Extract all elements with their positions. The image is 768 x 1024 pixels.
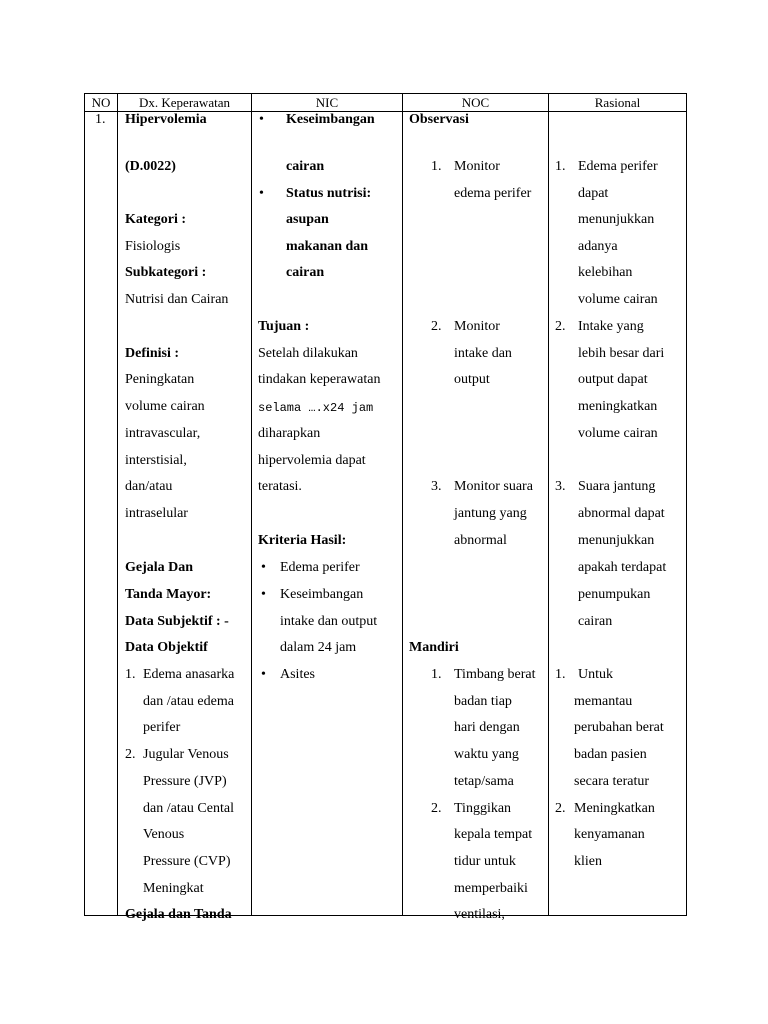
kriteria-item: Asites <box>280 667 315 682</box>
bullet: • <box>259 186 264 201</box>
list-item-number: 1. <box>431 159 442 174</box>
list-item: ventilasi, <box>454 907 505 922</box>
header-nic: NIC <box>252 94 403 112</box>
observasi-label: Observasi <box>409 112 469 127</box>
kategori-value: Fisiologis <box>125 239 181 254</box>
list-item: Untuk <box>578 667 613 682</box>
definisi-label: Definisi : <box>125 346 180 361</box>
cell-dx <box>118 112 252 922</box>
list-item: Meningkatkan <box>574 801 655 816</box>
list-item-number: 1. <box>555 159 566 174</box>
list-item: cairan <box>578 614 613 629</box>
list-item: klien <box>574 854 602 869</box>
mandiri-label: Mandiri <box>409 640 459 655</box>
list-item: Intake yang <box>578 319 644 334</box>
list-item: Pressure (CVP) <box>143 854 231 869</box>
gejala-footer: Gejala dan Tanda <box>125 907 232 922</box>
list-item-number: 2. <box>555 319 566 334</box>
tujuan-line: diharapkan <box>258 426 321 441</box>
header-dx: Dx. Keperawatan <box>118 94 252 112</box>
list-item: Edema anasarka <box>143 667 235 682</box>
tujuan-line: teratasi. <box>258 479 302 494</box>
dx-code: (D.0022) <box>125 159 176 174</box>
dx-title: Hipervolemia <box>125 112 207 127</box>
list-item: dan /atau edema <box>143 694 234 709</box>
list-item: penumpukan <box>578 587 651 602</box>
list-item: waktu yang <box>454 747 519 762</box>
row-number: 1. <box>95 112 106 127</box>
table-row <box>85 112 687 916</box>
list-item: dapat <box>578 186 609 201</box>
nic-outcome: Status nutrisi: <box>286 186 372 201</box>
list-item-number: 1. <box>125 667 136 682</box>
list-item: Meningkat <box>143 881 204 896</box>
list-item-number: 2. <box>125 747 136 762</box>
list-item: badan pasien <box>574 747 647 762</box>
cell-noc <box>403 112 549 922</box>
list-item: tetap/sama <box>454 774 514 789</box>
kriteria-item: Edema perifer <box>280 560 360 575</box>
list-item: abnormal <box>454 533 507 548</box>
list-item: adanya <box>578 239 618 254</box>
list-item: meningkatkan <box>578 399 658 414</box>
list-item: Edema perifer <box>578 159 658 174</box>
header-rasional: Rasional <box>549 94 687 112</box>
list-item: edema perifer <box>454 186 532 201</box>
list-item: memperbaiki <box>454 881 528 896</box>
definisi-line: intravascular, <box>125 426 201 441</box>
list-item: Tinggikan <box>454 801 512 816</box>
tujuan-duration: selama ….x24 jam <box>258 401 374 415</box>
gejala-heading: Tanda Mayor: <box>125 587 212 602</box>
list-item: Suara jantung <box>578 479 656 494</box>
list-item: dan /atau Cental <box>143 801 234 816</box>
list-item: intake dan <box>454 346 512 361</box>
list-item: Pressure (JVP) <box>143 774 227 789</box>
kriteria-item: Keseimbangan <box>280 587 364 602</box>
header-noc: NOC <box>403 94 549 112</box>
kategori-label: Kategori : <box>125 212 187 227</box>
nic-outcome: Keseimbangan <box>286 112 375 127</box>
list-item: apakah terdapat <box>578 560 667 575</box>
list-item: badan tiap <box>454 694 512 709</box>
kriteria-item: intake dan output <box>280 614 378 629</box>
list-item-number: 3. <box>555 479 566 494</box>
list-item: Jugular Venous <box>143 747 229 762</box>
list-item: menunjukkan <box>578 533 655 548</box>
kriteria-label: Kriteria Hasil: <box>258 533 347 548</box>
bullet: • <box>261 667 266 682</box>
nursing-care-plan-table <box>84 93 687 922</box>
list-item: hari dengan <box>454 720 520 735</box>
list-item: perubahan berat <box>574 720 664 735</box>
definisi-line: volume cairan <box>125 399 205 414</box>
list-item: Timbang berat <box>454 667 536 682</box>
list-item-number: 1. <box>555 667 566 682</box>
bullet: • <box>261 560 266 575</box>
list-item: Venous <box>143 827 185 842</box>
list-item: memantau <box>574 694 633 709</box>
definisi-line: dan/atau <box>125 479 173 494</box>
subkategori-value: Nutrisi dan Cairan <box>125 292 229 307</box>
list-item: Monitor <box>454 159 500 174</box>
list-item: menunjukkan <box>578 212 655 227</box>
nic-outcome: cairan <box>286 159 325 174</box>
cell-nic <box>252 112 403 916</box>
list-item: perifer <box>143 720 181 735</box>
list-item-number: 2. <box>431 801 442 816</box>
list-item: jantung yang <box>454 506 527 521</box>
header-no: NO <box>85 94 118 112</box>
list-item: kepala tempat <box>454 827 533 842</box>
definisi-line: Peningkatan <box>125 372 195 387</box>
tujuan-line: Setelah dilakukan <box>258 346 358 361</box>
list-item: output <box>454 372 490 387</box>
list-item: tidur untuk <box>454 854 516 869</box>
gejala-heading: Gejala Dan <box>125 560 194 575</box>
list-item: Monitor suara <box>454 479 533 494</box>
list-item: kenyamanan <box>574 827 645 842</box>
tujuan-label: Tujuan : <box>258 319 310 334</box>
bullet: • <box>259 112 264 127</box>
tujuan-line: hipervolemia dapat <box>258 453 366 468</box>
list-item: volume cairan <box>578 426 658 441</box>
data-subjektif: Data Subjektif : - <box>125 614 229 629</box>
table-header-row <box>85 94 687 112</box>
nic-outcome: asupan <box>286 212 329 227</box>
cell-no <box>85 112 118 916</box>
subkategori-label: Subkategori : <box>125 265 207 280</box>
list-item: secara teratur <box>574 774 649 789</box>
list-item-number: 2. <box>431 319 442 334</box>
data-objektif: Data Objektif <box>125 640 208 655</box>
list-item: kelebihan <box>578 265 633 280</box>
list-item-number: 1. <box>431 667 442 682</box>
definisi-line: intraselular <box>125 506 188 521</box>
kriteria-item: dalam 24 jam <box>280 640 357 655</box>
definisi-line: interstisial, <box>125 453 187 468</box>
list-item: Monitor <box>454 319 500 334</box>
bullet: • <box>261 587 266 602</box>
tujuan-line: tindakan keperawatan <box>258 372 381 387</box>
list-item: volume cairan <box>578 292 658 307</box>
list-item: abnormal dapat <box>578 506 665 521</box>
list-item-number: 3. <box>431 479 442 494</box>
list-item-number: 2. <box>555 801 566 816</box>
list-item: lebih besar dari <box>578 346 665 361</box>
nic-outcome: cairan <box>286 265 325 280</box>
cell-rasional <box>549 112 687 916</box>
nic-outcome: makanan dan <box>286 239 369 254</box>
list-item: output dapat <box>578 372 648 387</box>
